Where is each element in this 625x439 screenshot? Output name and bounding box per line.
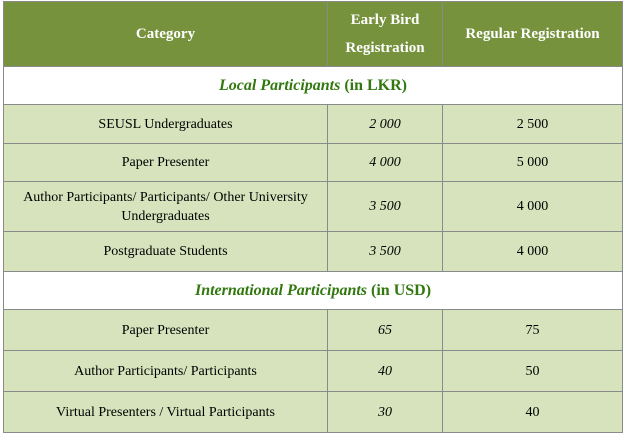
table-header-row bbox=[4, 2, 623, 67]
regular-fee-cell: 50 bbox=[443, 351, 623, 392]
early-fee-cell: 2 000 bbox=[328, 105, 443, 144]
section-row-local bbox=[4, 67, 623, 105]
early-fee-cell: 40 bbox=[328, 351, 443, 392]
section-currency: (in LKR) bbox=[344, 77, 407, 94]
registration-fee-table bbox=[3, 1, 623, 433]
early-fee-cell: 3 500 bbox=[328, 232, 443, 272]
regular-fee-cell: 2 500 bbox=[443, 105, 623, 144]
regular-fee-cell: 4 000 bbox=[443, 182, 623, 232]
header-category: Category bbox=[4, 2, 328, 67]
table-row bbox=[4, 232, 623, 272]
section-heading bbox=[4, 272, 623, 310]
header-early-bird bbox=[328, 2, 443, 67]
section-title: International Participants bbox=[194, 282, 368, 299]
category-cell: Paper Presenter bbox=[4, 310, 328, 351]
section-row-international bbox=[4, 272, 623, 310]
early-fee-cell: 3 500 bbox=[328, 182, 443, 232]
regular-fee-cell: 40 bbox=[443, 392, 623, 433]
category-cell: Paper Presenter bbox=[4, 144, 328, 182]
header-early-bird-line2: Registration bbox=[345, 40, 425, 56]
section-title: Local Participants bbox=[219, 77, 341, 94]
table-row bbox=[4, 144, 623, 182]
table-row bbox=[4, 182, 623, 232]
section-currency: (in USD) bbox=[371, 282, 432, 299]
header-regular: Regular Registration bbox=[443, 2, 623, 67]
section-heading bbox=[4, 67, 623, 105]
category-cell: Author Participants/ Participants/ Other University Undergraduates bbox=[4, 182, 328, 232]
early-fee-cell: 65 bbox=[328, 310, 443, 351]
category-cell: SEUSL Undergraduates bbox=[4, 105, 328, 144]
early-fee-cell: 4 000 bbox=[328, 144, 443, 182]
category-cell: Postgraduate Students bbox=[4, 232, 328, 272]
table-row bbox=[4, 351, 623, 392]
regular-fee-cell: 4 000 bbox=[443, 232, 623, 272]
category-cell: Author Participants/ Participants bbox=[4, 351, 328, 392]
table-row bbox=[4, 105, 623, 144]
table-row bbox=[4, 310, 623, 351]
regular-fee-cell: 75 bbox=[443, 310, 623, 351]
early-fee-cell: 30 bbox=[328, 392, 443, 433]
regular-fee-cell: 5 000 bbox=[443, 144, 623, 182]
header-early-bird-line1: Early Bird bbox=[350, 12, 420, 28]
table-row bbox=[4, 392, 623, 433]
category-cell: Virtual Presenters / Virtual Participants bbox=[4, 392, 328, 433]
